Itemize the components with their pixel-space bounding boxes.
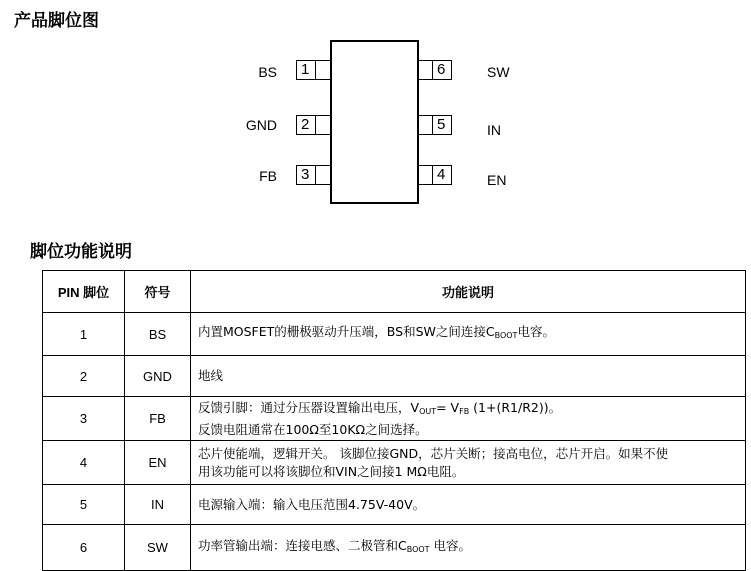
symbol-cell: FB [125, 397, 191, 441]
table-header-row [43, 271, 746, 313]
pin-number-box: 4 [432, 165, 452, 185]
function-cell: 内置MOSFET的栅极驱动升压端，BS和SW之间连接$C_{BOOT}$电容。 [191, 313, 746, 356]
table-row [43, 525, 746, 571]
pin-lead [418, 60, 433, 80]
table-row [43, 313, 746, 356]
function-cell: 电源输入端：输入电压范围4.75V-40V。 [191, 485, 746, 525]
pin-number-box: 1 [296, 60, 316, 80]
table-row [43, 397, 746, 441]
header-function: 功能说明 [191, 271, 746, 313]
pin-cell: 4 [43, 441, 125, 485]
function-cell: 地线 [191, 356, 746, 397]
pin-lead [315, 165, 331, 185]
pin-number-box: 6 [432, 60, 452, 80]
function-cell: 功率管输出端：连接电感、二极管和$C_{BOOT}$ 电容。 [191, 525, 746, 571]
pin-cell: 1 [43, 313, 125, 356]
function-cell: 反馈引脚：通过分压器设置输出电压，$V_{OUT}= V_{FB}$ (1+(R1/R2))。 反馈电阻通常在100Ω至10KΩ之间选择。 [191, 397, 746, 441]
pinout-heading: 产品脚位图 [14, 11, 99, 31]
symbol-cell: EN [125, 441, 191, 485]
symbol-cell: IN [125, 485, 191, 525]
pin-number-box: 2 [296, 115, 316, 135]
pin-function-heading: 脚位功能说明 [30, 242, 132, 262]
pin-label: SW [487, 64, 510, 80]
pin-lead [418, 165, 433, 185]
function-cell: 芯片使能端，逻辑开关。 该脚位接GND，芯片关断；接高电位，芯片开启。如果不使 用该功能可以将该脚位和VIN之间接1 MΩ电阻。 [191, 441, 746, 485]
symbol-cell: GND [125, 356, 191, 397]
header-symbol: 符号 [125, 271, 191, 313]
symbol-cell: SW [125, 525, 191, 571]
pin-cell: 2 [43, 356, 125, 397]
pin-function-table [42, 270, 746, 571]
table-row [43, 441, 746, 485]
pin-cell: 6 [43, 525, 125, 571]
table-row [43, 356, 746, 397]
header-pin: PIN 脚位 [43, 271, 125, 313]
pin-label: IN [487, 122, 501, 138]
pin-label: BS [258, 64, 277, 80]
ic-body [330, 40, 419, 204]
pin-number-box: 5 [432, 115, 452, 135]
pin-cell: 5 [43, 485, 125, 525]
pin-number-box: 3 [296, 165, 316, 185]
pin-label: GND [245, 117, 277, 133]
pin-label: EN [487, 172, 507, 188]
table-row [43, 485, 746, 525]
pin-lead [315, 60, 331, 80]
pin-label: FB [259, 168, 277, 184]
pin-cell: 3 [43, 397, 125, 441]
pin-lead [315, 115, 331, 135]
pin-lead [418, 115, 433, 135]
symbol-cell: BS [125, 313, 191, 356]
